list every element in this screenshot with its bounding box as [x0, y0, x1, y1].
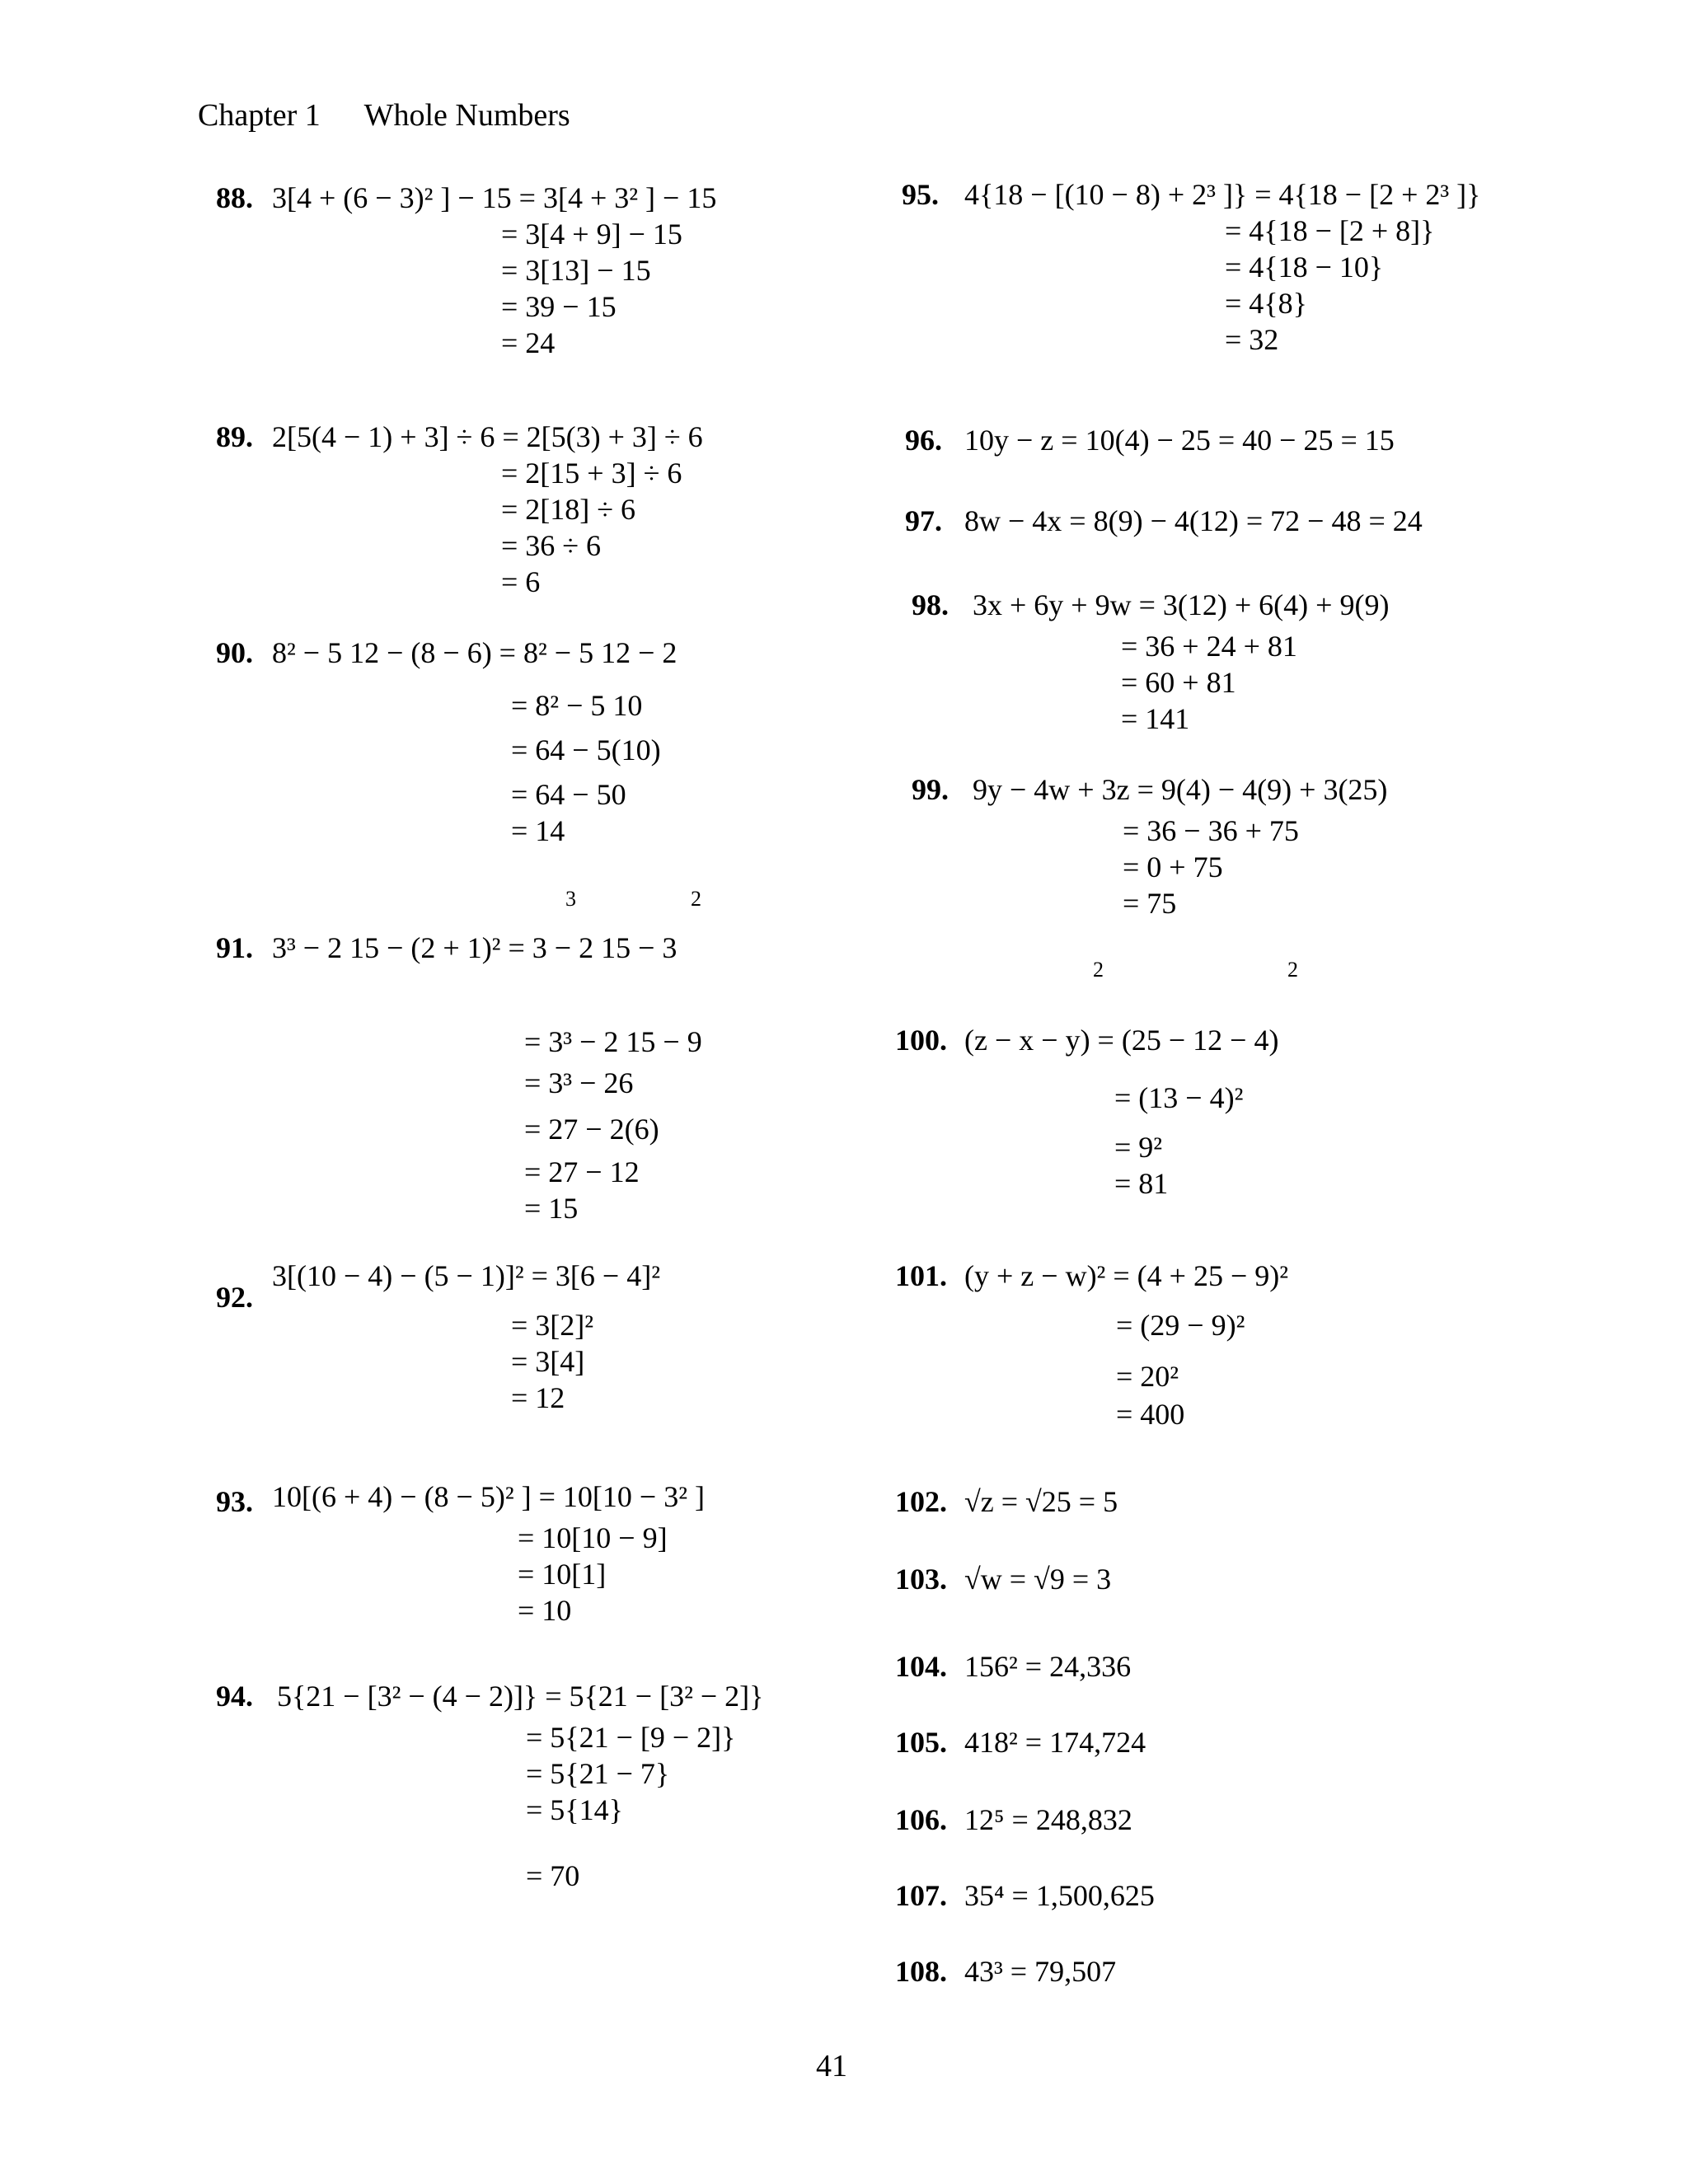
problem-93-line-3: = 10[1]	[518, 1558, 607, 1591]
problem-101-line-3: = 20²	[1116, 1360, 1179, 1393]
problem-93-line-4: = 10	[518, 1594, 572, 1627]
problem-94-number: 94.	[216, 1680, 253, 1713]
chapter-title: Whole Numbers	[363, 98, 570, 133]
problem-88-line-4: = 39 − 15	[501, 290, 617, 323]
problem-94-line-3: = 5{21 − 7}	[526, 1757, 670, 1790]
problem-89-line-2: = 2[15 + 3] ÷ 6	[501, 457, 682, 490]
problem-95-line-2: = 4{18 − [2 + 8]}	[1225, 214, 1435, 247]
problem-92-line-2: = 3[2]²	[511, 1309, 594, 1342]
problem-92-number: 92.	[216, 1281, 253, 1314]
problem-93-line-2: = 10[10 − 9]	[518, 1521, 668, 1554]
problem-101-number: 101.	[895, 1259, 947, 1292]
problem-91-line-2: = 3³ − 2 15 − 9	[524, 1025, 702, 1058]
problem-100-stray-exponent-2: 2	[1287, 958, 1298, 982]
problem-90-line-5: = 14	[511, 814, 565, 847]
problem-88-line-2: = 3[4 + 9] − 15	[501, 218, 682, 251]
problem-94-line-2: = 5{21 − [9 − 2]}	[526, 1721, 736, 1754]
problem-90-number: 90.	[216, 636, 253, 669]
problem-98-number: 98.	[912, 588, 949, 621]
problem-91-line-5: = 27 − 12	[524, 1155, 640, 1188]
problem-93-number: 93.	[216, 1485, 253, 1518]
problem-91-line-4: = 27 − 2(6)	[524, 1113, 659, 1146]
problem-100-line-3: = 9²	[1114, 1131, 1163, 1164]
problem-100-stray-exponent-1: 2	[1093, 958, 1104, 982]
problem-97-number: 97.	[905, 504, 942, 537]
problem-95-line-4: = 4{8}	[1225, 287, 1307, 320]
problem-98-line-1: 3x + 6y + 9w = 3(12) + 6(4) + 9(9)	[973, 588, 1390, 621]
problem-95-number: 95.	[902, 178, 939, 211]
problem-107-line-1: 35⁴ = 1,500,625	[964, 1879, 1155, 1912]
problem-89-line-1: 2[5(4 − 1) + 3] ÷ 6 = 2[5(3) + 3] ÷ 6	[272, 420, 703, 453]
problem-100-number: 100.	[895, 1024, 947, 1057]
problem-89-line-5: = 6	[501, 565, 541, 598]
problem-91-number: 91.	[216, 931, 253, 964]
page-header	[198, 97, 570, 134]
problem-104-number: 104.	[895, 1650, 947, 1683]
problem-91-line-3: = 3³ − 26	[524, 1066, 634, 1099]
problem-103-line-1: √w = √9 = 3	[964, 1563, 1112, 1596]
problem-108-number: 108.	[895, 1955, 947, 1988]
problem-90-line-3: = 64 − 5(10)	[511, 733, 661, 766]
problem-89-line-4: = 36 ÷ 6	[501, 529, 602, 562]
problem-92-line-4: = 12	[511, 1381, 565, 1414]
problem-88-line-1: 3[4 + (6 − 3)² ] − 15 = 3[4 + 3² ] − 15	[272, 181, 717, 214]
problem-91-line-6: = 15	[524, 1192, 579, 1225]
problem-108-line-1: 43³ = 79,507	[964, 1955, 1117, 1988]
problem-98-line-4: = 141	[1121, 702, 1190, 735]
problem-90-line-2: = 8² − 5 10	[511, 689, 643, 722]
problem-91-stray-exponent-2: 2	[691, 887, 701, 911]
problem-89-line-3: = 2[18] ÷ 6	[501, 493, 636, 526]
problem-88-number: 88.	[216, 181, 253, 214]
problem-100-line-4: = 81	[1114, 1167, 1169, 1200]
problem-99-number: 99.	[912, 773, 949, 806]
problem-102-line-1: √z = √25 = 5	[964, 1485, 1118, 1518]
problem-94-line-4: = 5{14}	[526, 1793, 623, 1826]
problem-91-stray-exponent-1: 3	[565, 887, 576, 911]
problem-99-line-4: = 75	[1123, 887, 1177, 920]
problem-99-line-2: = 36 − 36 + 75	[1123, 814, 1299, 847]
problem-102-number: 102.	[895, 1485, 947, 1518]
problem-95-line-3: = 4{18 − 10}	[1225, 251, 1384, 284]
problem-90-line-1: 8² − 5 12 − (8 − 6) = 8² − 5 12 − 2	[272, 636, 678, 669]
problem-90-line-4: = 64 − 50	[511, 778, 626, 811]
problem-89-number: 89.	[216, 420, 253, 453]
problem-97-line-1: 8w − 4x = 8(9) − 4(12) = 72 − 48 = 24	[964, 504, 1423, 537]
problem-88-line-3: = 3[13] − 15	[501, 254, 651, 287]
problem-100-line-2: = (13 − 4)²	[1114, 1081, 1244, 1114]
problem-106-line-1: 12⁵ = 248,832	[964, 1803, 1132, 1836]
problem-104-line-1: 156² = 24,336	[964, 1650, 1132, 1683]
problem-96-number: 96.	[905, 424, 942, 457]
problem-88-line-5: = 24	[501, 326, 556, 359]
problem-95-line-1: 4{18 − [(10 − 8) + 2³ ]} = 4{18 − [2 + 2³ ]}	[964, 178, 1481, 211]
problem-92-line-1: 3[(10 − 4) − (5 − 1)]² = 3[6 − 4]²	[272, 1259, 661, 1292]
problem-101-line-1: (y + z − w)² = (4 + 25 − 9)²	[964, 1259, 1289, 1292]
problem-96-line-1: 10y − z = 10(4) − 25 = 40 − 25 = 15	[964, 424, 1395, 457]
problem-98-line-3: = 60 + 81	[1121, 666, 1236, 699]
problem-103-number: 103.	[895, 1563, 947, 1596]
problem-93-line-1: 10[(6 + 4) − (8 − 5)² ] = 10[10 − 3² ]	[272, 1480, 706, 1513]
problem-98-line-2: = 36 + 24 + 81	[1121, 630, 1297, 663]
problem-105-line-1: 418² = 174,724	[964, 1726, 1146, 1759]
problem-101-line-2: = (29 − 9)²	[1116, 1309, 1245, 1342]
page-number: 41	[816, 2049, 847, 2083]
problem-91-line-1: 3³ − 2 15 − (2 + 1)² = 3 − 2 15 − 3	[272, 931, 678, 964]
problem-105-number: 105.	[895, 1726, 947, 1759]
problem-106-number: 106.	[895, 1803, 947, 1836]
problem-100-line-1: (z − x − y) = (25 − 12 − 4)	[964, 1024, 1279, 1057]
problem-99-line-1: 9y − 4w + 3z = 9(4) − 4(9) + 3(25)	[973, 773, 1388, 806]
problem-95-line-5: = 32	[1225, 323, 1279, 356]
problem-94-line-1: 5{21 − [3² − (4 − 2)]} = 5{21 − [3² − 2]}	[277, 1680, 764, 1713]
problem-92-line-3: = 3[4]	[511, 1345, 585, 1378]
problem-107-number: 107.	[895, 1879, 947, 1912]
problem-94-line-5: = 70	[526, 1859, 580, 1892]
problem-101-line-4: = 400	[1116, 1398, 1185, 1431]
problem-99-line-3: = 0 + 75	[1123, 851, 1223, 883]
chapter-label: Chapter 1	[198, 98, 321, 133]
